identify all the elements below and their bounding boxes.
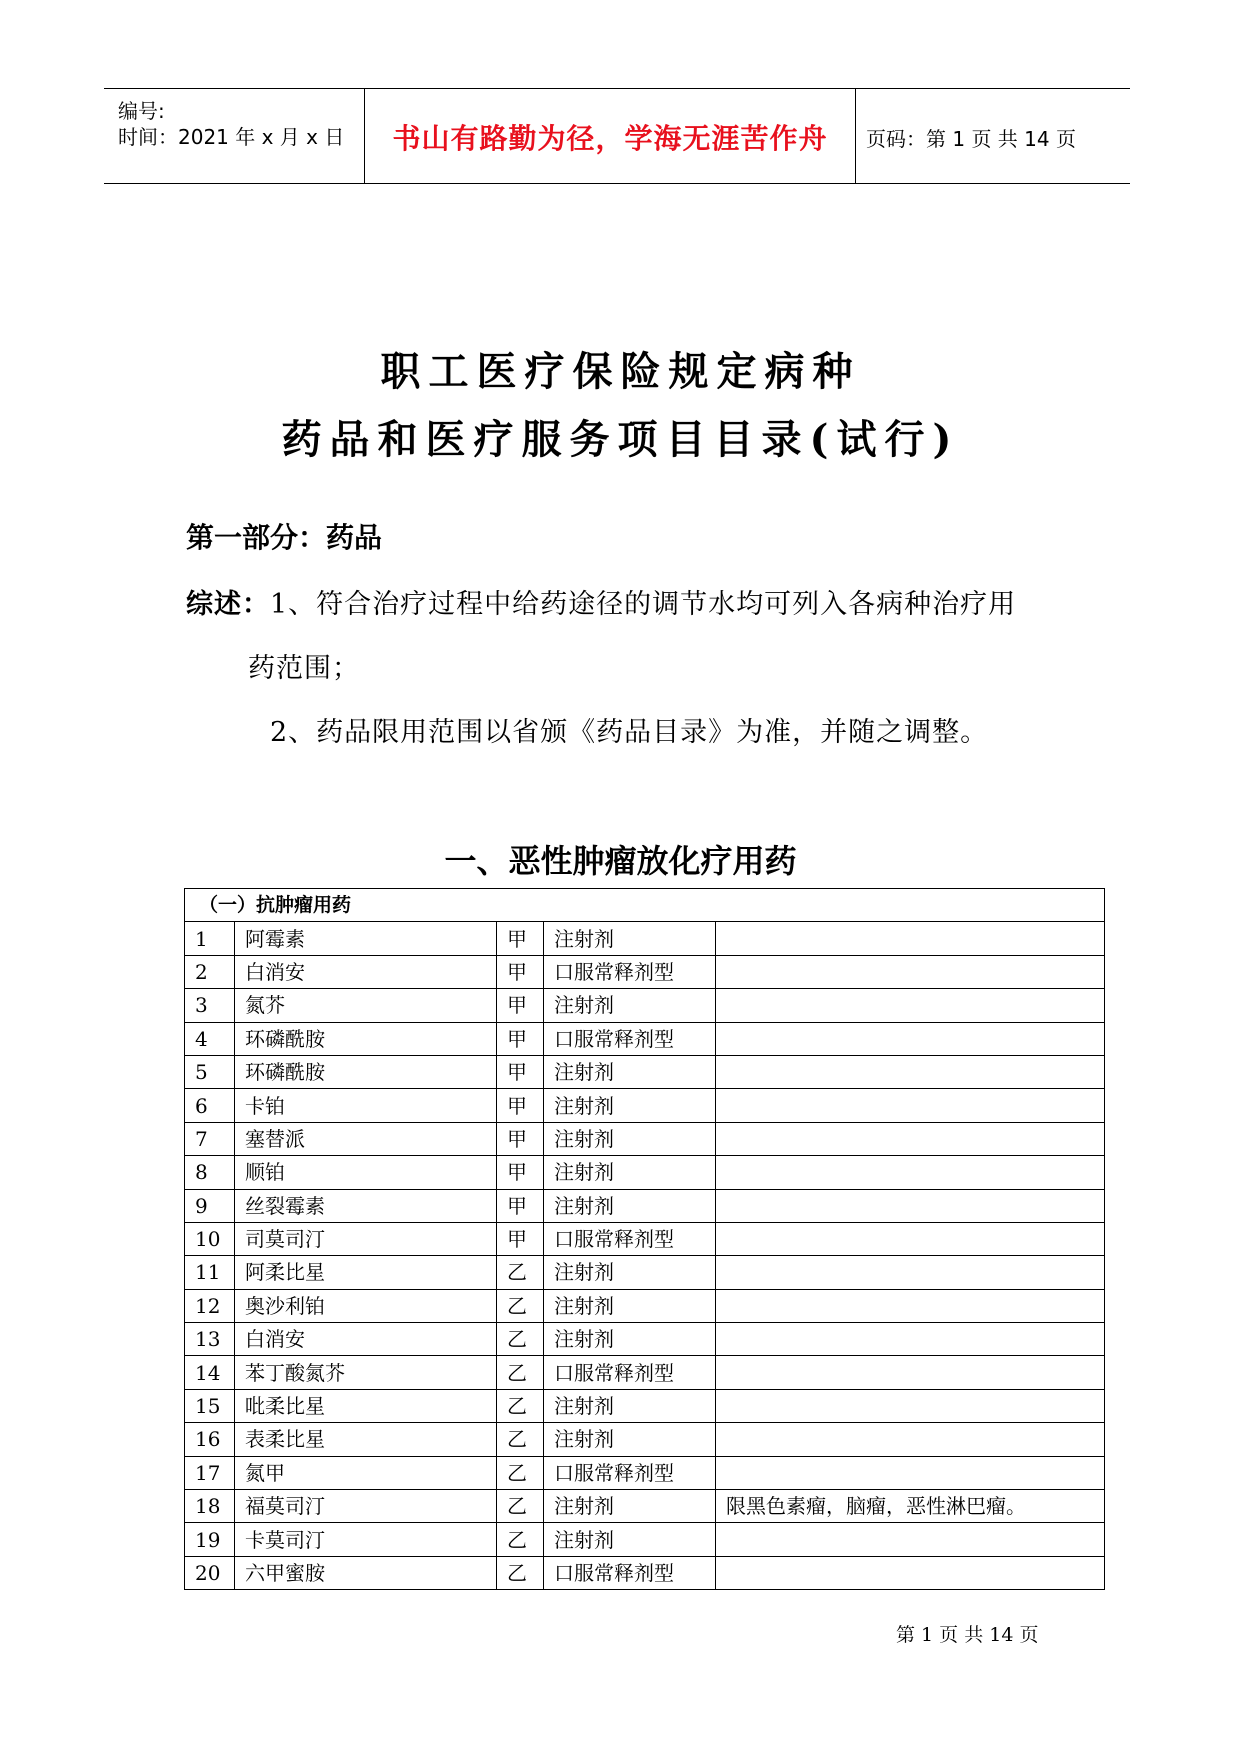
summary-item-2: 2、药品限用范围以省颁《药品目录》为准，并随之调整。: [270, 717, 989, 748]
restriction-note: [716, 1022, 1105, 1055]
table-row: [185, 1156, 1105, 1189]
row-number: 7: [185, 1122, 235, 1155]
restriction-note: [716, 1222, 1105, 1255]
row-number: 10: [185, 1222, 235, 1255]
drug-name: 六甲蜜胺: [235, 1556, 497, 1589]
drug-grade: 乙: [497, 1456, 544, 1489]
summary-item-1-text: 1、符合治疗过程中给药途径的调节水均可列入各病种治疗用: [270, 589, 1017, 620]
dosage-form: 注射剂: [544, 1490, 716, 1523]
dosage-form: 注射剂: [544, 1156, 716, 1189]
header-motto-cell: [364, 89, 856, 183]
drug-grade: 甲: [497, 922, 544, 955]
restriction-note: [716, 955, 1105, 988]
row-number: 17: [185, 1456, 235, 1489]
table-row: [185, 1189, 1105, 1222]
row-number: 12: [185, 1289, 235, 1322]
restriction-note: [716, 1189, 1105, 1222]
drug-name: 环磷酰胺: [235, 1055, 497, 1088]
row-number: 19: [185, 1523, 235, 1556]
table-row: [185, 1356, 1105, 1389]
restriction-note: [716, 1556, 1105, 1589]
table-row: [185, 1456, 1105, 1489]
row-number: 5: [185, 1055, 235, 1088]
dosage-form: 注射剂: [544, 1122, 716, 1155]
dosage-form: 注射剂: [544, 1323, 716, 1356]
header-right-cell: [856, 89, 1130, 183]
dosage-form: 注射剂: [544, 1389, 716, 1422]
drug-name: 司莫司汀: [235, 1222, 497, 1255]
header-page-number: 页码：第 1 页 共 14 页: [866, 127, 1076, 151]
table-row: [185, 989, 1105, 1022]
restriction-note: [716, 1523, 1105, 1556]
restriction-note: [716, 1289, 1105, 1322]
header-left-cell: [104, 89, 364, 183]
table-row: [185, 1389, 1105, 1422]
drug-grade: 乙: [497, 1289, 544, 1322]
drug-name: 福莫司汀: [235, 1490, 497, 1523]
drug-name: 卡铂: [235, 1089, 497, 1122]
table-row: [185, 922, 1105, 955]
header-motto: 书山有路勤为径，学海无涯苦作舟: [392, 122, 828, 155]
restriction-note: 限黑色素瘤，脑瘤，恶性淋巴瘤。: [716, 1490, 1105, 1523]
dosage-form: 口服常释剂型: [544, 1356, 716, 1389]
row-number: 18: [185, 1490, 235, 1523]
drug-grade: 乙: [497, 1423, 544, 1456]
dosage-form: 注射剂: [544, 1189, 716, 1222]
drug-name: 阿柔比星: [235, 1256, 497, 1289]
section-heading: 一、恶性肿瘤放化疗用药: [444, 842, 797, 880]
dosage-form: 注射剂: [544, 1289, 716, 1322]
row-number: 11: [185, 1256, 235, 1289]
table-row: [185, 1423, 1105, 1456]
table-row: [185, 1523, 1105, 1556]
drug-grade: 甲: [497, 1055, 544, 1088]
table-row: [185, 1323, 1105, 1356]
table-row: [185, 1490, 1105, 1523]
document-number-label: 编号:: [118, 99, 165, 123]
drug-grade: 甲: [497, 1122, 544, 1155]
drug-grade: 甲: [497, 1189, 544, 1222]
table-row: [185, 1055, 1105, 1088]
drug-name: 卡莫司汀: [235, 1523, 497, 1556]
drug-grade: 乙: [497, 1356, 544, 1389]
row-number: 8: [185, 1156, 235, 1189]
drug-name: 白消安: [235, 1323, 497, 1356]
dosage-form: 口服常释剂型: [544, 1556, 716, 1589]
row-number: 9: [185, 1189, 235, 1222]
restriction-note: [716, 1256, 1105, 1289]
drug-name: 表柔比星: [235, 1423, 497, 1456]
dosage-form: 口服常释剂型: [544, 1222, 716, 1255]
restriction-note: [716, 1356, 1105, 1389]
restriction-note: [716, 1456, 1105, 1489]
restriction-note: [716, 1423, 1105, 1456]
page-footer: 第 1 页 共 14 页: [896, 1624, 1039, 1646]
dosage-form: 注射剂: [544, 989, 716, 1022]
dosage-form: 注射剂: [544, 1423, 716, 1456]
document-title-line-1: 职工医疗保险规定病种: [380, 348, 861, 395]
restriction-note: [716, 1055, 1105, 1088]
summary-item-1: [186, 582, 1016, 621]
table-row: [185, 1122, 1105, 1155]
row-number: 20: [185, 1556, 235, 1589]
drug-grade: 甲: [497, 1022, 544, 1055]
drug-name: 阿霉素: [235, 922, 497, 955]
drug-name: 苯丁酸氮芥: [235, 1356, 497, 1389]
category-row: [185, 889, 1105, 922]
row-number: 6: [185, 1089, 235, 1122]
dosage-form: 注射剂: [544, 1089, 716, 1122]
drug-name: 环磷酰胺: [235, 1022, 497, 1055]
drug-grade: 甲: [497, 1089, 544, 1122]
drug-grade: 乙: [497, 1256, 544, 1289]
drug-name: 氮芥: [235, 989, 497, 1022]
document-time-label: 时间：2021 年 x 月 x 日: [118, 125, 345, 149]
row-number: 2: [185, 955, 235, 988]
drug-grade: 乙: [497, 1323, 544, 1356]
table-row: [185, 1089, 1105, 1122]
row-number: 3: [185, 989, 235, 1022]
drug-grade: 甲: [497, 955, 544, 988]
part-heading: 第一部分：药品: [186, 521, 383, 554]
drug-grade: 乙: [497, 1523, 544, 1556]
document-title-line-2: 药品和医疗服务项目目录(试行): [281, 416, 960, 463]
drug-name: 顺铂: [235, 1156, 497, 1189]
table-row: [185, 1556, 1105, 1589]
table-row: [185, 1289, 1105, 1322]
drug-name: 吡柔比星: [235, 1389, 497, 1422]
drug-table-body: [185, 889, 1105, 1590]
table-row: [185, 1256, 1105, 1289]
drug-grade: 甲: [497, 1222, 544, 1255]
drug-grade: 乙: [497, 1389, 544, 1422]
drug-name: 白消安: [235, 955, 497, 988]
drug-grade: 乙: [497, 1556, 544, 1589]
restriction-note: [716, 1323, 1105, 1356]
dosage-form: 注射剂: [544, 1055, 716, 1088]
restriction-note: [716, 1122, 1105, 1155]
dosage-form: 注射剂: [544, 1256, 716, 1289]
dosage-form: 注射剂: [544, 922, 716, 955]
category-label: （一）抗肿瘤用药: [185, 889, 1105, 922]
summary-item-1-continued: 药范围；: [248, 653, 360, 684]
drug-name: 奥沙利铂: [235, 1289, 497, 1322]
restriction-note: [716, 1156, 1105, 1189]
row-number: 14: [185, 1356, 235, 1389]
drug-name: 塞替派: [235, 1122, 497, 1155]
row-number: 13: [185, 1323, 235, 1356]
table-row: [185, 1222, 1105, 1255]
drug-table: [184, 888, 1105, 1590]
drug-name: 氮甲: [235, 1456, 497, 1489]
page-header: [104, 88, 1130, 184]
restriction-note: [716, 989, 1105, 1022]
dosage-form: 口服常释剂型: [544, 1456, 716, 1489]
drug-grade: 乙: [497, 1490, 544, 1523]
summary-label: 综述：: [186, 589, 270, 620]
drug-grade: 甲: [497, 1156, 544, 1189]
restriction-note: [716, 1389, 1105, 1422]
row-number: 4: [185, 1022, 235, 1055]
drug-grade: 甲: [497, 989, 544, 1022]
row-number: 16: [185, 1423, 235, 1456]
row-number: 1: [185, 922, 235, 955]
restriction-note: [716, 922, 1105, 955]
table-row: [185, 1022, 1105, 1055]
row-number: 15: [185, 1389, 235, 1422]
dosage-form: 口服常释剂型: [544, 1022, 716, 1055]
table-row: [185, 955, 1105, 988]
restriction-note: [716, 1089, 1105, 1122]
drug-name: 丝裂霉素: [235, 1189, 497, 1222]
dosage-form: 口服常释剂型: [544, 955, 716, 988]
dosage-form: 注射剂: [544, 1523, 716, 1556]
